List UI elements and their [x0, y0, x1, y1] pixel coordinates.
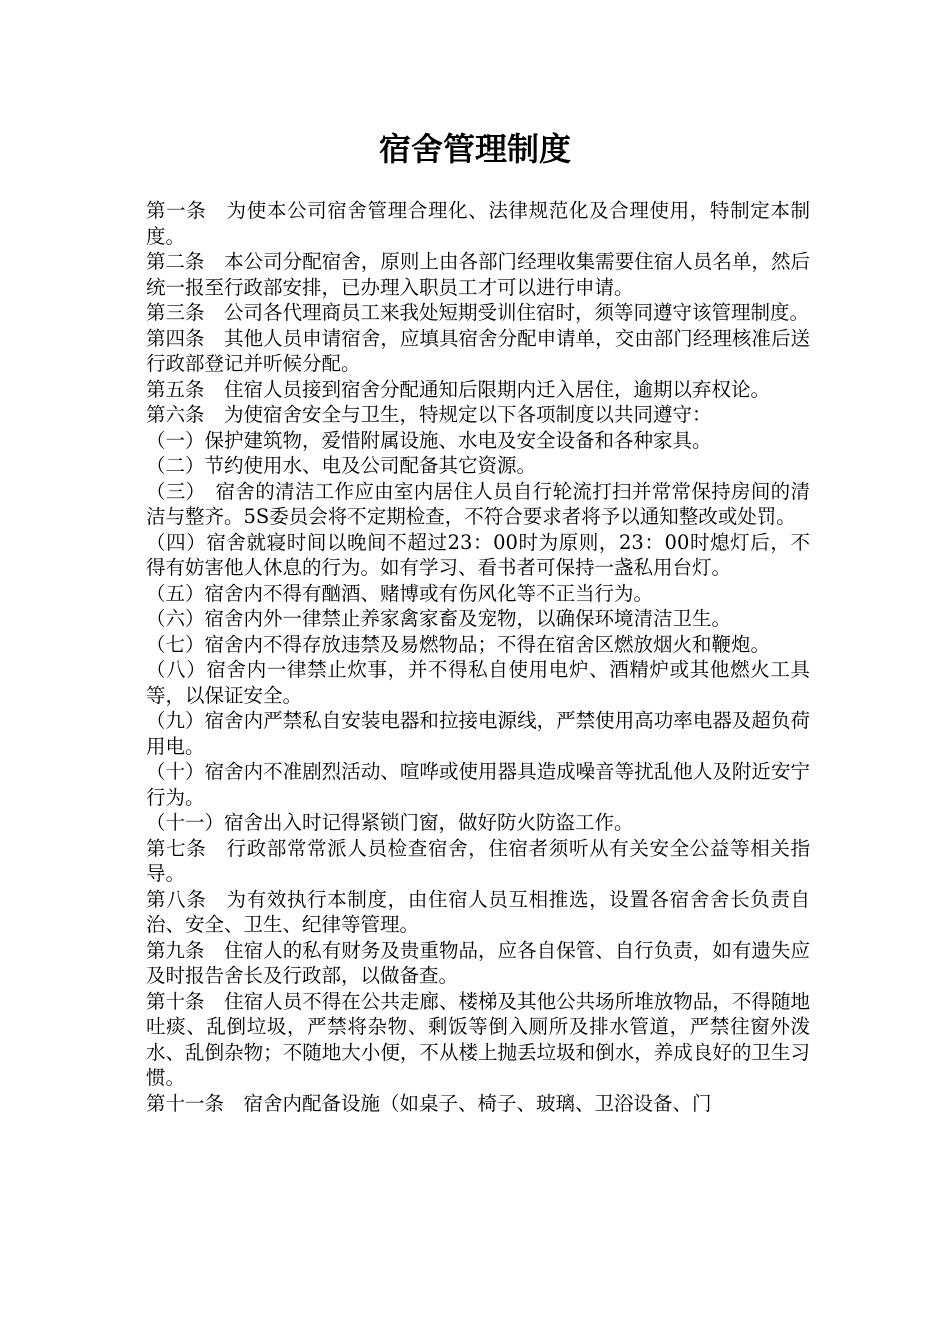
article-6-item-9: （九）宿舍内严禁私自安装电器和拉接电源线，严禁使用高功率电器及超负荷用电。	[146, 709, 810, 758]
article-6-item-5: （五）宿舍内不得有酗酒、赌博或有伤风化等不正当行为。	[146, 581, 654, 605]
article-6-item-1: （一）保护建筑物，爱惜附属设施、水电及安全设备和各种家具。	[146, 428, 712, 452]
article-7: 第七条 行政部常常派人员检查宿舍，住宿者须听从有关安全公益等相关指导。	[146, 836, 810, 885]
article-6-item-6: （六）宿舍内外一律禁止养家禽家畜及宠物，以确保环境清洁卫生。	[146, 607, 732, 630]
article-6-item-7: （七）宿舍内不得存放违禁及易燃物品；不得在宿舍区燃放烟火和鞭炮。	[146, 632, 771, 656]
article-8: 第八条 为有效执行本制度，由住宿人员互相推选，设置各宿舍舍长负责自治、安全、卫生、纪律等管理。	[146, 887, 810, 936]
article-10: 第十条 住宿人员不得在公共走廊、楼梯及其他公共场所堆放物品，不得随地吐痰、乱倒垃圾，严禁将杂物、剩饭等倒入厕所及排水管道，严禁往窗外泼水、乱倒杂物；不随地大小便，不从楼上抛丢垃圾和倒水，养成良好的卫生习惯。	[146, 989, 810, 1089]
article-1: 第一条 为使本公司宿舍管理合理化、法律规范化及合理使用，特制定本制度。	[146, 199, 810, 248]
document-title: 宿舍管理制度	[378, 130, 571, 168]
article-4: 第四条 其他人员申请宿舍，应填具宿舍分配申请单，交由部门经理核准后送行政部登记并听候分配。	[146, 326, 810, 375]
article-6-item-10: （十）宿舍内不准剧烈活动、喧哗或使用器具造成噪音等扰乱他人及附近安宁行为。	[146, 760, 810, 809]
article-6-item-3: （三） 宿舍的清洁工作应由室内居住人员自行轮流打扫并常常保持房间的清洁与整齐。5S委员会将不定期检查，不符合要求者将予以通知整改或处罚。	[146, 479, 810, 528]
article-9: 第九条 住宿人的私有财务及贵重物品，应各自保管、自行负责，如有遗失应及时报告舍长及行政部，以做备查。	[146, 938, 810, 987]
article-5: 第五条 住宿人员接到宿舍分配通知后限期内迁入居住，逾期以弃权论。	[146, 377, 771, 401]
article-3: 第三条 公司各代理商员工来我处短期受训住宿时，须等同遵守该管理制度。	[146, 301, 810, 324]
article-11: 第十一条 宿舍内配备设施（如桌子、椅子、玻璃、卫浴设备、门	[146, 1091, 712, 1115]
document-body	[146, 198, 810, 1116]
article-6-item-8: （八）宿舍内一律禁止炊事，并不得私自使用电炉、酒精炉或其他燃火工具等，以保证安全。	[146, 658, 810, 707]
article-6-item-4: （四）宿舍就寝时间以晚间不超过23：00时为原则，23：00时熄灯后，不得有妨害他人休息的行为。如有学习、看书者可保持一盏私用台灯。	[146, 530, 810, 579]
article-6: 第六条 为使宿舍安全与卫生，特规定以下各项制度以共同遵守：	[146, 403, 712, 426]
article-6-item-2: （二）节约使用水、电及公司配备其它资源。	[146, 454, 537, 477]
article-6-item-11: （十一）宿舍出入时记得紧锁门窗，做好防火防盗工作。	[146, 811, 634, 834]
article-2: 第二条 本公司分配宿舍，原则上由各部门经理收集需要住宿人员名单，然后统一报至行政部安排，已办理入职员工才可以进行申请。	[146, 250, 810, 299]
